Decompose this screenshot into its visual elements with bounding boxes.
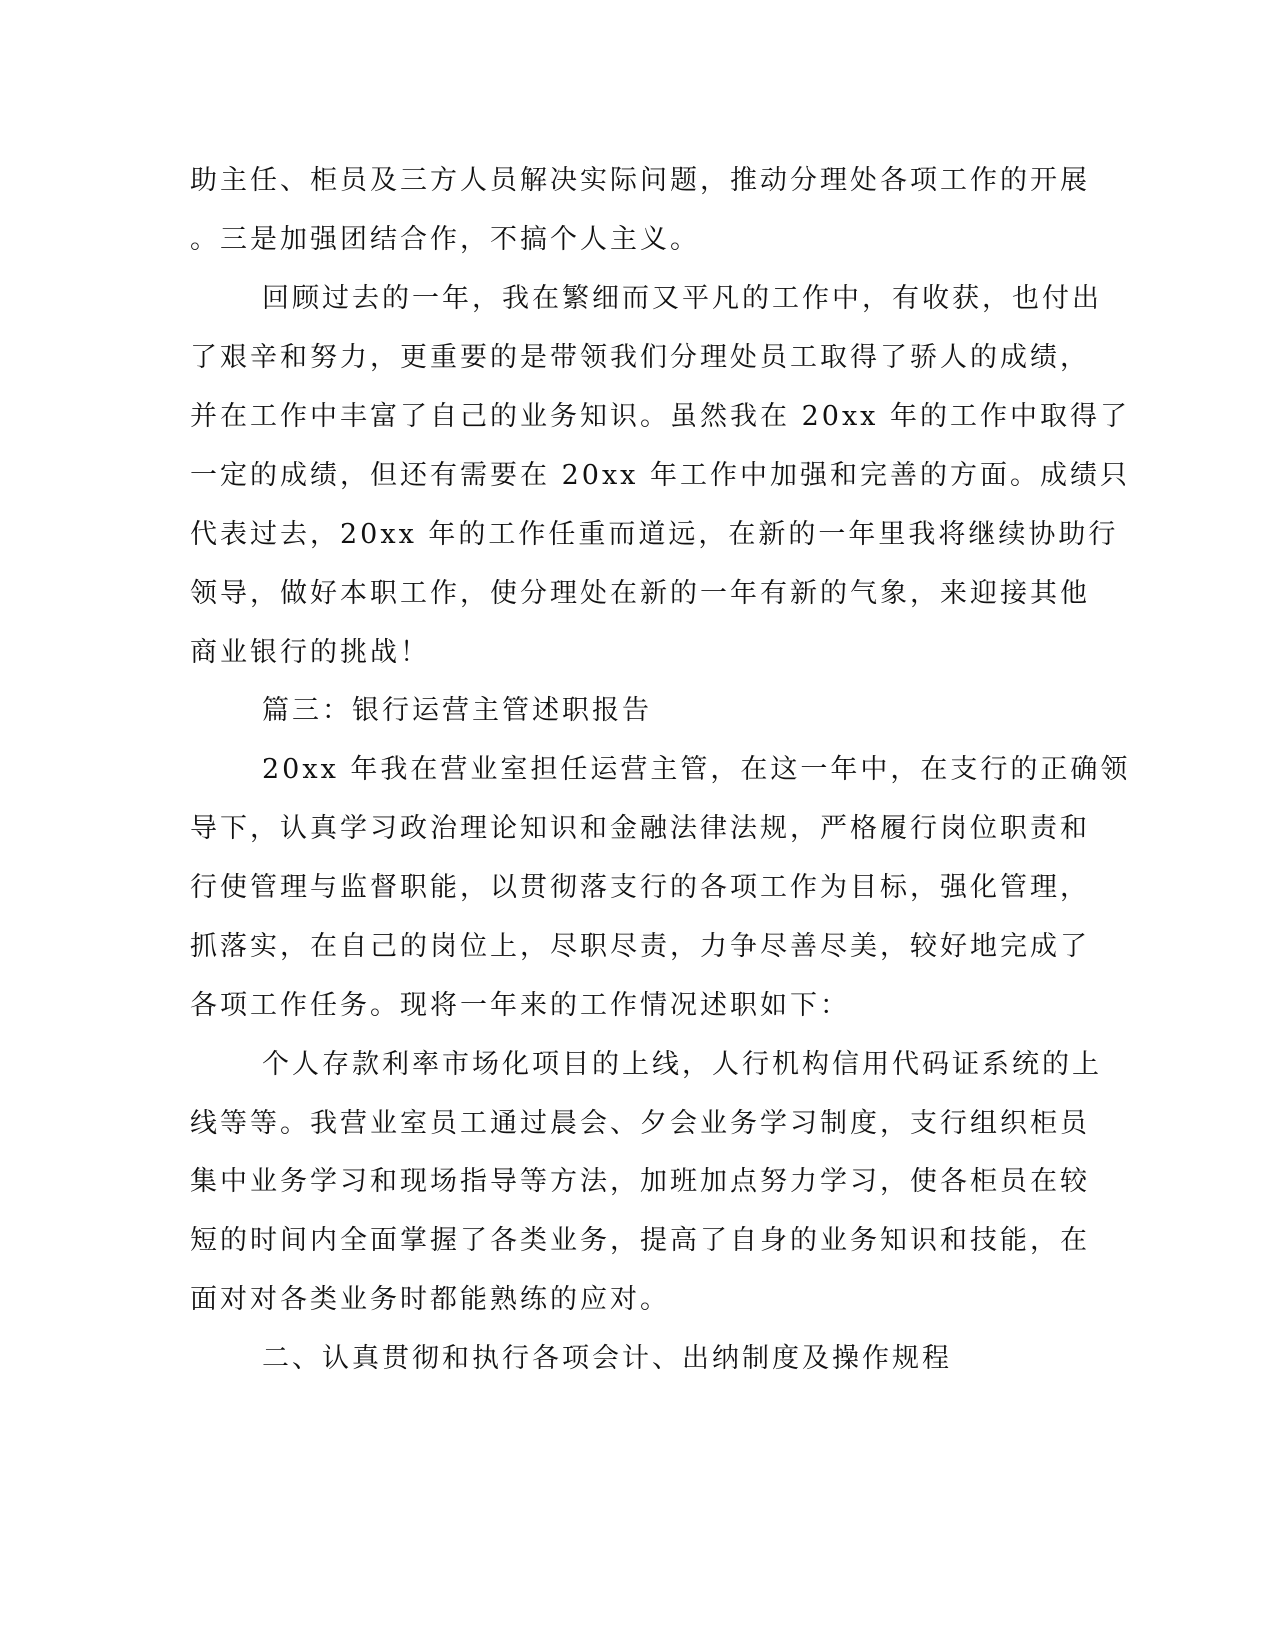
section-heading: 篇三：银行运营主管述职报告 (262, 695, 652, 726)
text-line: 线等等。我营业室员工通过晨会、夕会业务学习制度，支行组织柜员 (190, 1108, 1090, 1139)
paragraph-start-line: 20xx 年我在营业室担任运营主管，在这一年中，在支行的正确领 (262, 754, 1131, 785)
text-line: 导下，认真学习政治理论知识和金融法律法规，严格履行岗位职责和 (190, 813, 1090, 844)
text-line: 集中业务学习和现场指导等方法，加班加点努力学习，使各柜员在较 (190, 1166, 1090, 1197)
text-line: 领导，做好本职工作，使分理处在新的一年有新的气象，来迎接其他 (190, 578, 1090, 609)
paragraph-start-line: 回顾过去的一年，我在繁细而又平凡的工作中，有收获，也付出 (262, 283, 1102, 314)
section-heading: 二、认真贯彻和执行各项会计、出纳制度及操作规程 (262, 1343, 952, 1374)
text-line: 一定的成绩，但还有需要在 20xx 年工作中加强和完善的方面。成绩只 (190, 460, 1130, 491)
text-line: 各项工作任务。现将一年来的工作情况述职如下： (190, 990, 850, 1021)
text-line: 并在工作中丰富了自己的业务知识。虽然我在 20xx 年的工作中取得了 (190, 401, 1130, 432)
text-line: 商业银行的挑战！ (190, 637, 430, 668)
text-line: 面对对各类业务时都能熟练的应对。 (190, 1284, 670, 1315)
text-line: 了艰辛和努力，更重要的是带领我们分理处员工取得了骄人的成绩， (190, 342, 1090, 373)
text-line: 抓落实，在自己的岗位上，尽职尽责，力争尽善尽美，较好地完成了 (190, 931, 1090, 962)
text-line: 短的时间内全面掌握了各类业务，提高了自身的业务知识和技能，在 (190, 1225, 1090, 1256)
text-line: 代表过去，20xx 年的工作任重而道远，在新的一年里我将继续协助行 (190, 519, 1119, 550)
text-line: 行使管理与监督职能，以贯彻落支行的各项工作为目标，强化管理， (190, 872, 1090, 903)
text-line: 。三是加强团结合作，不搞个人主义。 (190, 224, 700, 255)
paragraph-start-line: 个人存款利率市场化项目的上线，人行机构信用代码证系统的上 (262, 1049, 1102, 1080)
text-line: 助主任、柜员及三方人员解决实际问题，推动分理处各项工作的开展 (190, 165, 1090, 196)
